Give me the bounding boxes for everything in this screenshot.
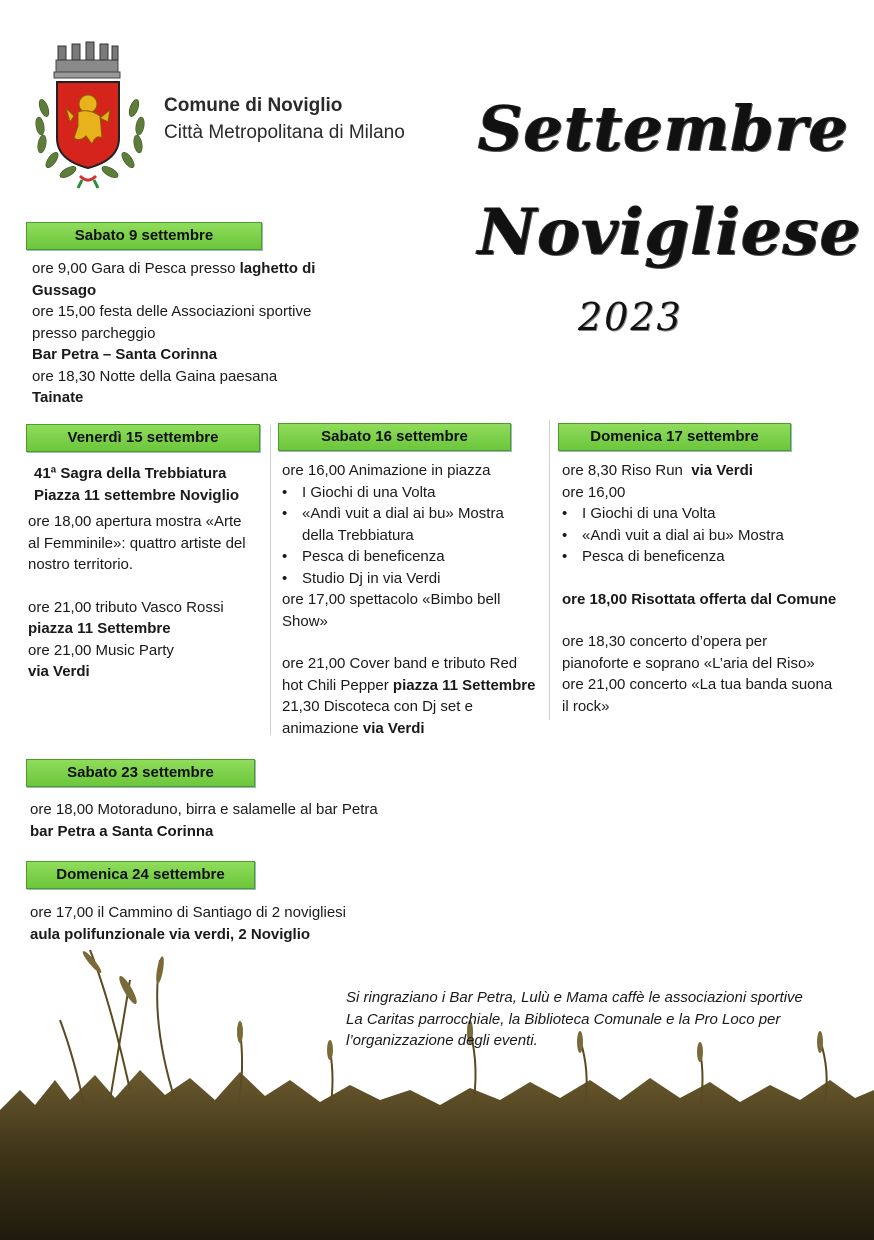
municipality-name: Comune di Noviglio <box>164 95 343 116</box>
event-text: «Andì vuit a dial ai bu» Mostra <box>302 505 504 522</box>
metro-city-name: Città Metropolitana di Milano <box>164 122 405 143</box>
event-text: ore 17,00 spettacolo «Bimbo bell <box>282 591 501 608</box>
event-highlight: ore 18,00 Risottata offerta dal Comune <box>562 590 837 608</box>
event-text: al Femminile»: quattro artiste del <box>28 534 246 552</box>
event-location: via Verdi <box>28 663 90 680</box>
event-block-fri15 <box>28 463 273 683</box>
list-item: • Studio Dj in via Verdi <box>302 568 550 590</box>
event-text: ore 16,00 Animazione in piazza <box>282 462 491 479</box>
list-item: • «Andì vuit a dial ai bu» Mostra <box>582 525 862 547</box>
event-text: nostro territorio. <box>28 556 134 573</box>
event-text: ore 21,00 Music Party <box>28 641 174 659</box>
acknowledgements <box>346 987 856 1052</box>
event-location: aula polifunzionale via verdi, 2 Noviglio <box>30 925 311 943</box>
acknowledgement-line: Si ringraziano i Bar Petra, Lulù e Mama caffè le associazioni sportive <box>346 989 803 1006</box>
event-text: hot Chili Pepper <box>282 676 393 694</box>
event-text: il rock» <box>562 697 610 715</box>
event-text: Show» <box>282 612 328 630</box>
event-block-sat23 <box>30 799 530 842</box>
event-location: Gussago <box>32 281 97 299</box>
event-block-sun24 <box>30 902 530 945</box>
event-text: ore 9,00 Gara di Pesca presso <box>32 260 240 277</box>
event-text: ore 21,00 Cover band e tributo Red <box>282 655 518 672</box>
event-location: piazza 11 Settembre <box>28 620 171 637</box>
acknowledgement-line: l’organizzazione degli eventi. <box>346 1032 538 1049</box>
event-text: ore 8,30 Riso Run <box>562 462 692 479</box>
event-text: presso parcheggio <box>32 324 156 342</box>
event-text: pianoforte e soprano «L’aria del Riso» <box>562 654 815 672</box>
event-block-sat9 <box>32 258 362 409</box>
date-badge-sat16: Sabato 16 settembre <box>278 423 511 451</box>
acknowledgement-line: La Caritas parrocchiale, la Biblioteca Comunale e la Pro Loco per <box>346 1010 781 1028</box>
list-item: • I Giochi di una Volta <box>302 482 550 504</box>
event-text: animazione <box>282 719 363 737</box>
date-badge-sat9: Sabato 9 settembre <box>26 222 262 250</box>
event-location: laghetto di <box>239 260 316 277</box>
date-badge-sun17: Domenica 17 settembre <box>558 423 791 451</box>
event-location: Bar Petra – Santa Corinna <box>32 346 218 363</box>
event-location: bar Petra a Santa Corinna <box>30 822 214 840</box>
date-badge-sat23: Sabato 23 settembre <box>26 759 255 787</box>
event-text: 21,30 Discoteca con Dj set e <box>282 698 473 715</box>
event-text: ore 21,00 concerto «La tua banda suona <box>562 676 833 693</box>
event-text: ore 18,30 Notte della Gaina paesana <box>32 367 278 385</box>
wheat-field-image <box>0 940 874 1240</box>
poster-title-line1: Settembre <box>478 92 850 165</box>
event-heading: Piazza 11 settembre Noviglio <box>34 486 240 504</box>
date-badge-fri15: Venerdì 15 settembre <box>26 424 260 452</box>
crown-icon <box>54 42 120 78</box>
event-location: piazza 11 Settembre <box>392 676 536 694</box>
event-text: ore 18,00 Motoraduno, birra e salamelle al bar Petra <box>30 801 378 818</box>
poster-year: 2023 <box>578 295 683 339</box>
event-location: Tainate <box>32 389 84 406</box>
event-text: ore 21,00 tributo Vasco Rossi <box>28 598 224 616</box>
list-item: • Pesca di beneficenza <box>302 546 550 568</box>
list-item: • Pesca di beneficenza <box>582 546 862 568</box>
event-block-sun17 <box>562 460 862 717</box>
event-text: ore 17,00 il Cammino di Santiago di 2 novigliesi <box>30 904 347 921</box>
list-item: • I Giochi di una Volta <box>582 503 862 525</box>
poster-title-line2: Novigliese <box>478 195 862 270</box>
event-text: ore 18,00 apertura mostra «Arte <box>28 513 242 530</box>
event-text: ore 18,30 concerto d’opera per <box>562 633 768 650</box>
event-location: via Verdi <box>691 462 753 479</box>
event-text: ore 16,00 <box>562 483 626 501</box>
list-item <box>302 503 550 546</box>
event-block-sat16 <box>282 460 550 739</box>
date-badge-sun24: Domenica 24 settembre <box>26 861 255 889</box>
event-text: della Trebbiatura <box>302 526 414 544</box>
event-text: ore 15,00 festa delle Associazioni sportive <box>32 303 312 320</box>
event-location: via Verdi <box>362 719 425 737</box>
event-heading: 41ª Sagra della Trebbiatura <box>34 465 227 482</box>
coat-of-arms-icon <box>30 38 152 190</box>
